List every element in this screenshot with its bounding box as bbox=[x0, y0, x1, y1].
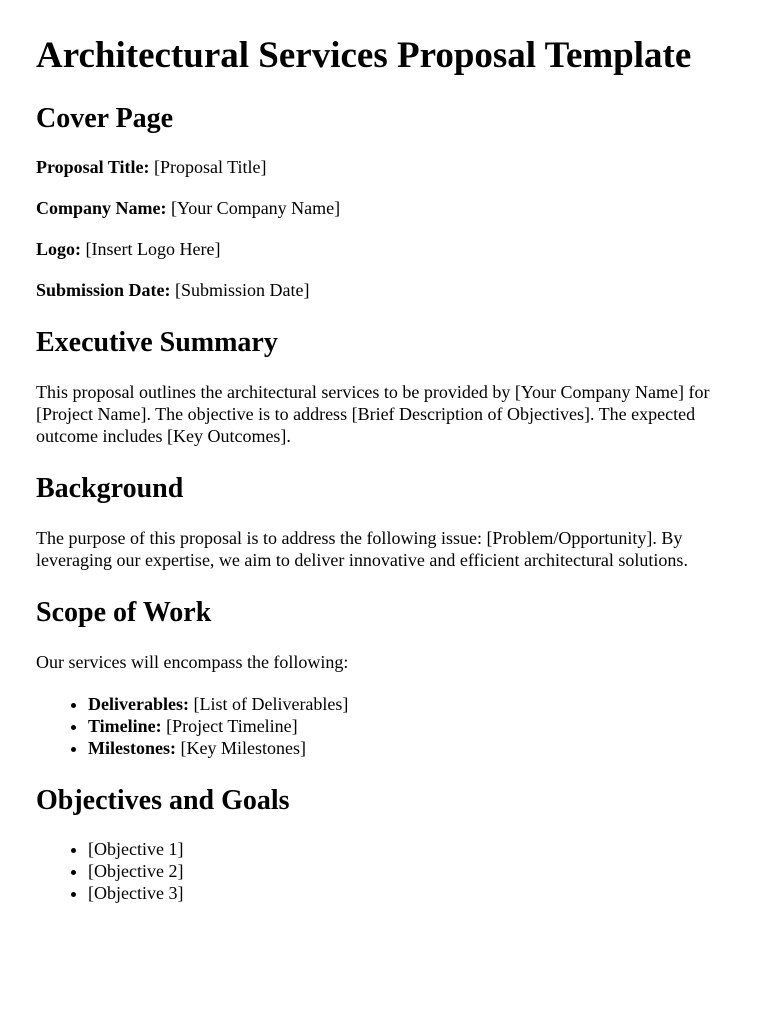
background-section bbox=[36, 472, 734, 571]
item-label: Milestones: bbox=[88, 738, 176, 758]
scope-of-work-section bbox=[36, 596, 734, 759]
field-label: Logo: bbox=[36, 239, 81, 259]
field-value: [Proposal Title] bbox=[149, 157, 267, 177]
item-label: Deliverables: bbox=[88, 694, 189, 714]
list-item bbox=[88, 715, 734, 737]
proposal-title-field bbox=[36, 156, 734, 178]
field-label: Company Name: bbox=[36, 198, 167, 218]
background-heading: Background bbox=[36, 473, 184, 504]
objectives-list bbox=[36, 838, 734, 904]
field-value: [Insert Logo Here] bbox=[81, 239, 221, 259]
list-item: • [Objective 1] bbox=[88, 838, 734, 860]
scope-intro-text: Our services will encompass the following: bbox=[36, 652, 349, 672]
cover-page-section bbox=[36, 102, 734, 301]
background-text: The purpose of this proposal is to address the following issue: [Problem/Opportunity]. By leveraging our expertise, we aim to deliver innovative and efficient architectural solutions. bbox=[36, 528, 688, 570]
list-item bbox=[88, 693, 734, 715]
field-label: Submission Date: bbox=[36, 280, 171, 300]
list-item: • [Objective 3] bbox=[88, 882, 734, 904]
scope-list bbox=[36, 693, 734, 759]
executive-summary-text: This proposal outlines the architectural services to be provided by [Your Company Name] for [Project Name]. The objective is to address [Brief Description of Objectives]. The expected outcome includes [Key Outcomes]. bbox=[36, 382, 710, 446]
item-value: [Project Timeline] bbox=[161, 716, 298, 736]
field-value: [Your Company Name] bbox=[166, 198, 341, 218]
list-item bbox=[88, 737, 734, 759]
logo-field bbox=[36, 238, 734, 260]
company-name-field bbox=[36, 197, 734, 219]
submission-date-field bbox=[36, 279, 734, 301]
list-item: • [Objective 2] bbox=[88, 860, 734, 882]
executive-summary-section bbox=[36, 326, 734, 447]
item-label: Timeline: bbox=[88, 716, 162, 736]
field-label: Proposal Title: bbox=[36, 157, 150, 177]
scope-of-work-heading: Scope of Work bbox=[36, 597, 212, 628]
field-value: [Submission Date] bbox=[170, 280, 310, 300]
cover-page-heading: Cover Page bbox=[36, 103, 174, 134]
item-value: [List of Deliverables] bbox=[188, 694, 349, 714]
item-value: [Key Milestones] bbox=[175, 738, 306, 758]
objectives-section bbox=[36, 784, 734, 904]
objectives-heading: Objectives and Goals bbox=[36, 785, 290, 816]
document-title: Architectural Services Proposal Template bbox=[36, 35, 692, 76]
executive-summary-heading: Executive Summary bbox=[36, 327, 278, 358]
